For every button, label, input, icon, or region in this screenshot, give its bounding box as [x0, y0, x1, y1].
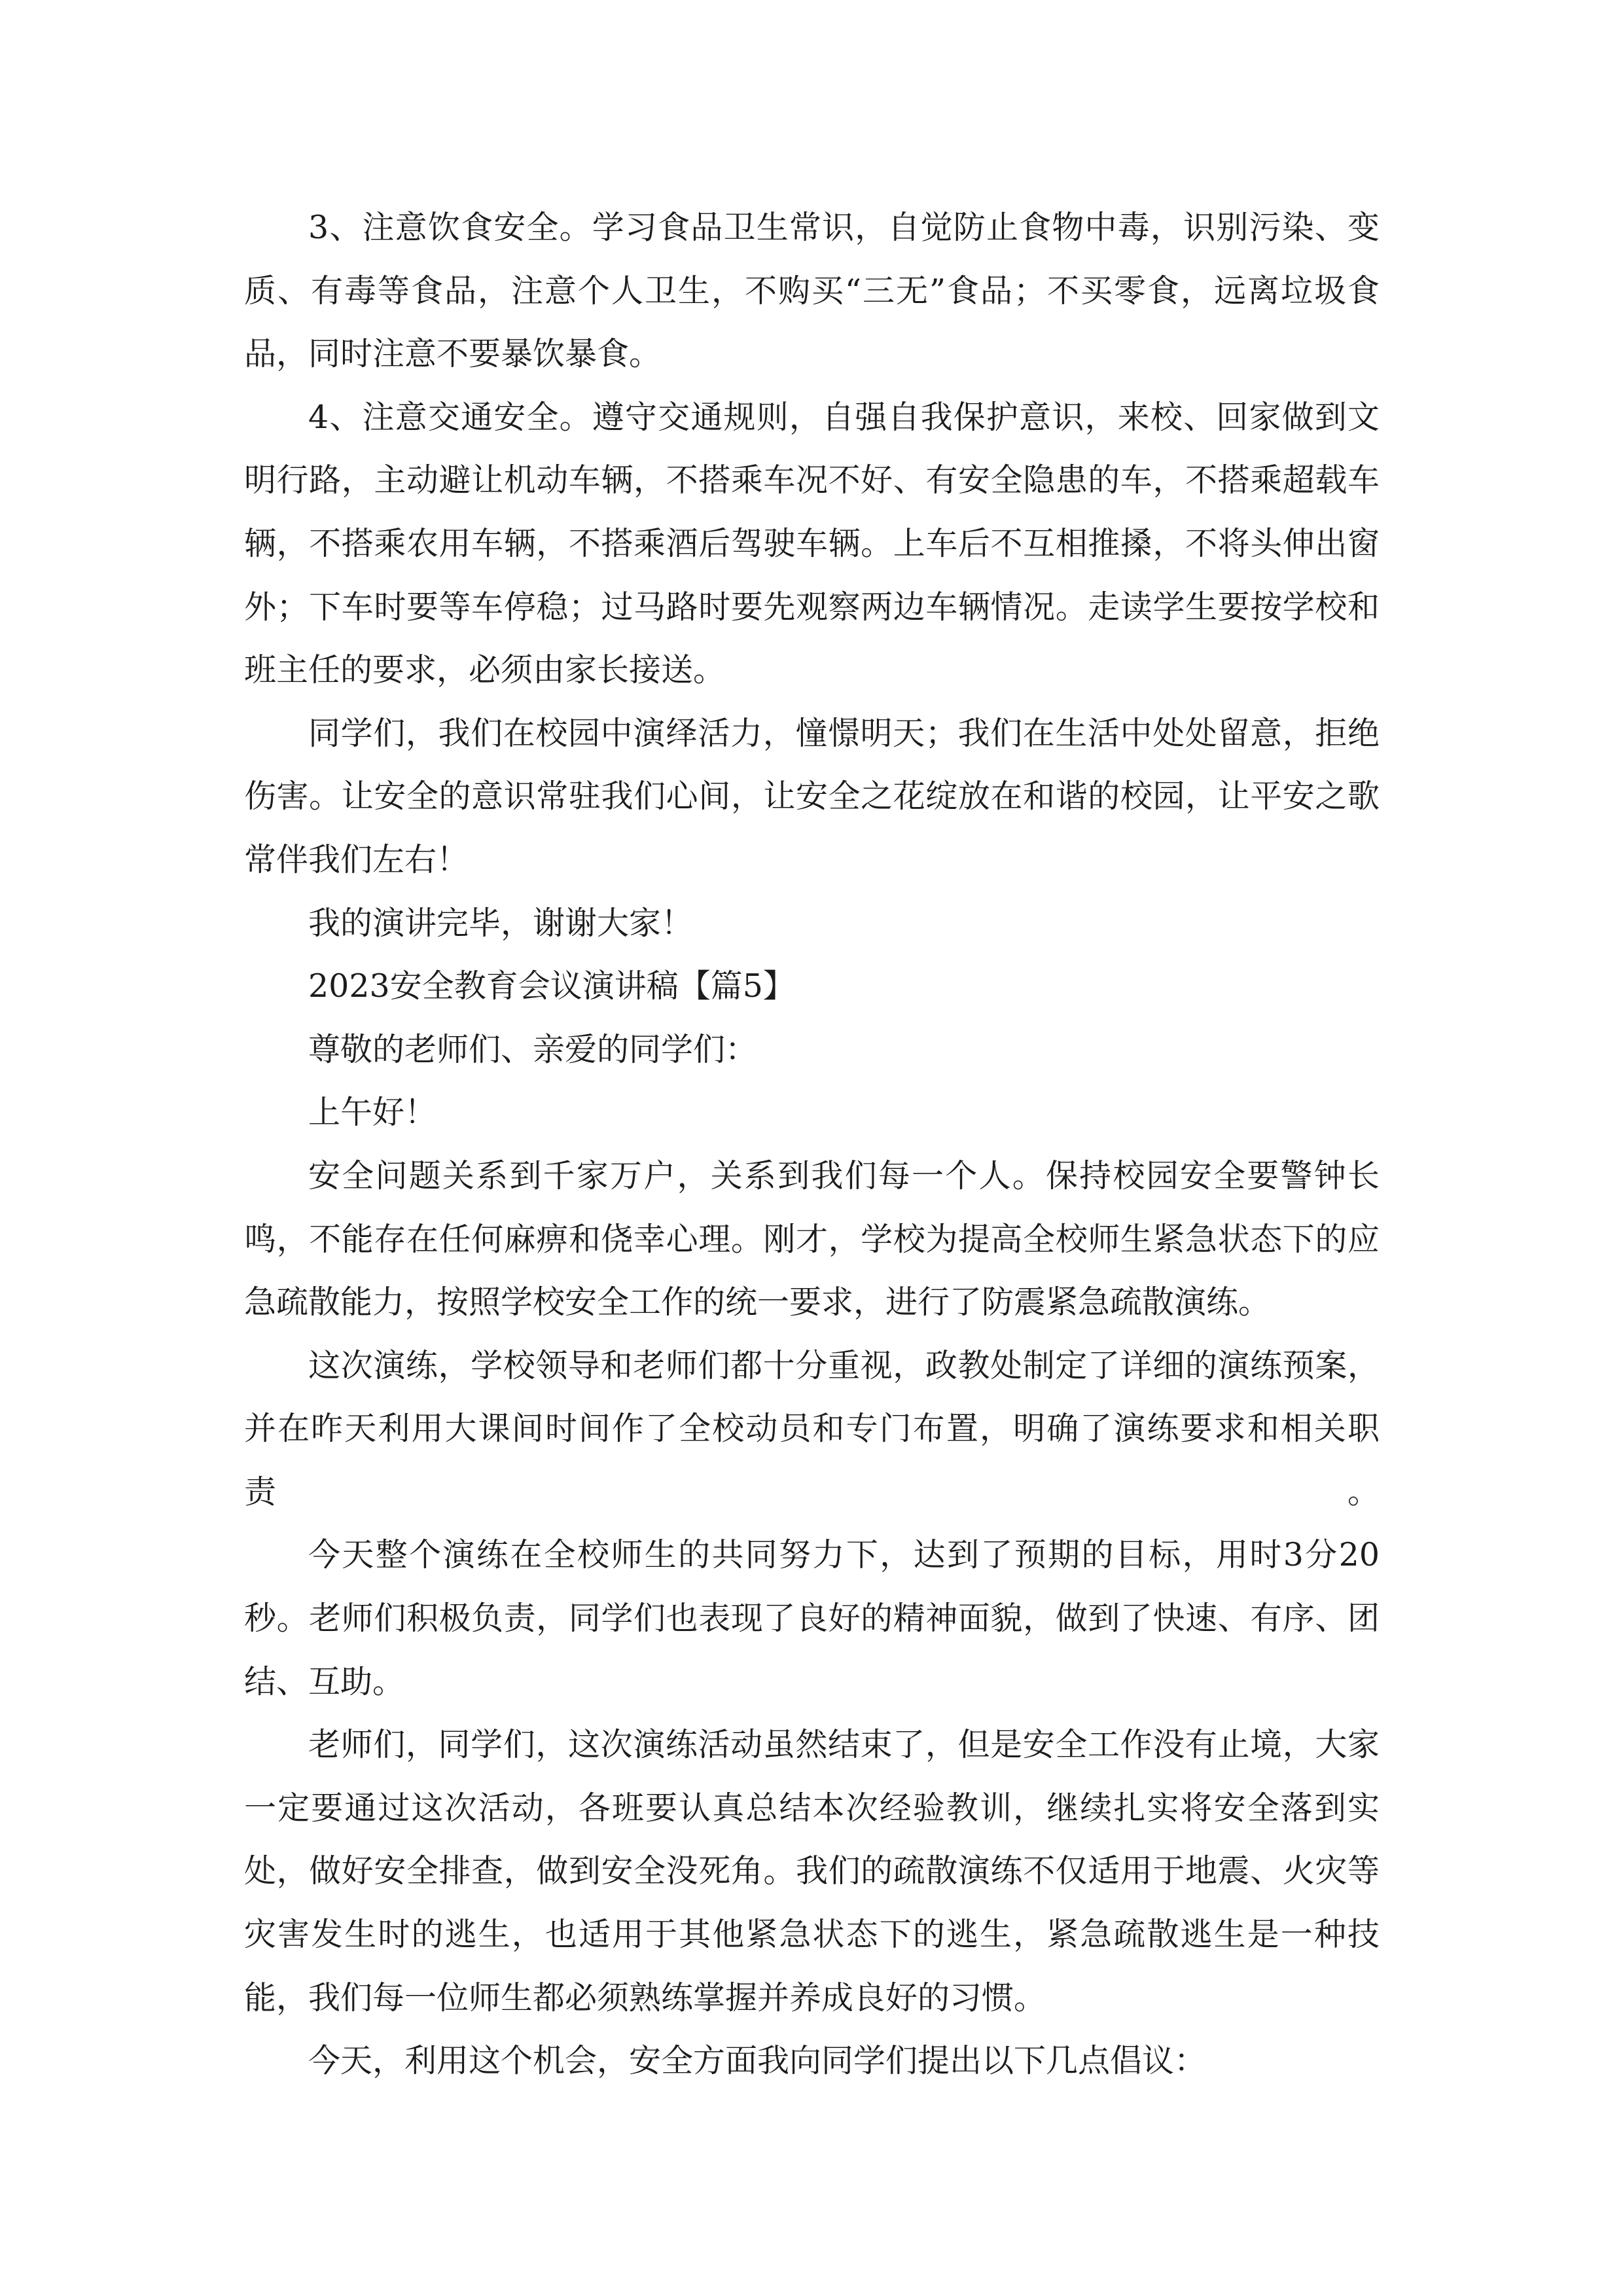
section-heading: 2023安全教育会议演讲稿【篇5】 [308, 967, 795, 1005]
paragraph-speech-end: 我的演讲完毕，谢谢大家！ [308, 904, 694, 942]
paragraph-closing-appeal: 同学们，我们在校园中演绎活力，憧憬明天；我们在生活中处处留意，拒绝伤害。让安全的意识常驻我们心间，让安全之花绽放在和谐的校园，让平安之歌常伴我们左右！ [244, 714, 1380, 878]
paragraph-drill-lessons: 老师们，同学们，这次演练活动虽然结束了，但是安全工作没有止境，大家一定要通过这次活动，各班要认真总结本次经验教训，继续扎实将安全落到实处，做好安全排查，做到安全没死角。我们的疏散演练不仅适用于地震、火灾等灾害发生时的逃生，也适用于其他紧急状态下的逃生，紧急疏散逃生是一种技能，我们每一位师生都必须熟练掌握并养成良好的习惯。 [244, 1726, 1380, 2017]
paragraph-traffic-safety: 4、注意交通安全。遵守交通规则，自强自我保护意识，来校、回家做到文明行路，主动避让机动车辆，不搭乘车况不好、有安全隐患的车，不搭乘超载车辆，不搭乘农用车辆，不搭乘酒后驾驶车辆。上车后不互相推搡，不将头伸出窗外；下车时要等车停稳；过马路时要先观察两边车辆情况。走读学生要按学校和班主任的要求，必须由家长接送。 [244, 398, 1380, 689]
paragraph-drill-result: 今天整个演练在全校师生的共同努力下，达到了预期的目标，用时3分20秒。老师们积极负责，同学们也表现了良好的精神面貌，做到了快速、有序、团结、互助。 [244, 1536, 1380, 1700]
paragraph-food-safety: 3、注意饮食安全。学习食品卫生常识，自觉防止食物中毒，识别污染、变质、有毒等食品，注意个人卫生，不购买“三无”食品；不买零食，远离垃圾食品，同时注意不要暴饮暴食。 [244, 209, 1380, 373]
paragraph-proposal-intro: 今天，利用这个机会，安全方面我向同学们提出以下几点倡议： [308, 2042, 1207, 2080]
paragraph-drill-preparation: 这次演练，学校领导和老师们都十分重视，政教处制定了详细的演练预案，并在昨天利用大课间时间作了全校动员和专门布置，明确了演练要求和相关职责。 [244, 1346, 1380, 1511]
salutation: 尊敬的老师们、亲爱的同学们： [308, 1030, 758, 1068]
paragraph-drill-intro: 安全问题关系到千家万户，关系到我们每一个人。保持校园安全要警钟长鸣，不能存在任何麻痹和侥幸心理。刚才，学校为提高全校师生紧急状态下的应急疏散能力，按照学校安全工作的统一要求，进行了防震紧急疏散演练。 [244, 1157, 1380, 1321]
document-body [244, 196, 1380, 2093]
greeting: 上午好！ [308, 1094, 437, 1132]
